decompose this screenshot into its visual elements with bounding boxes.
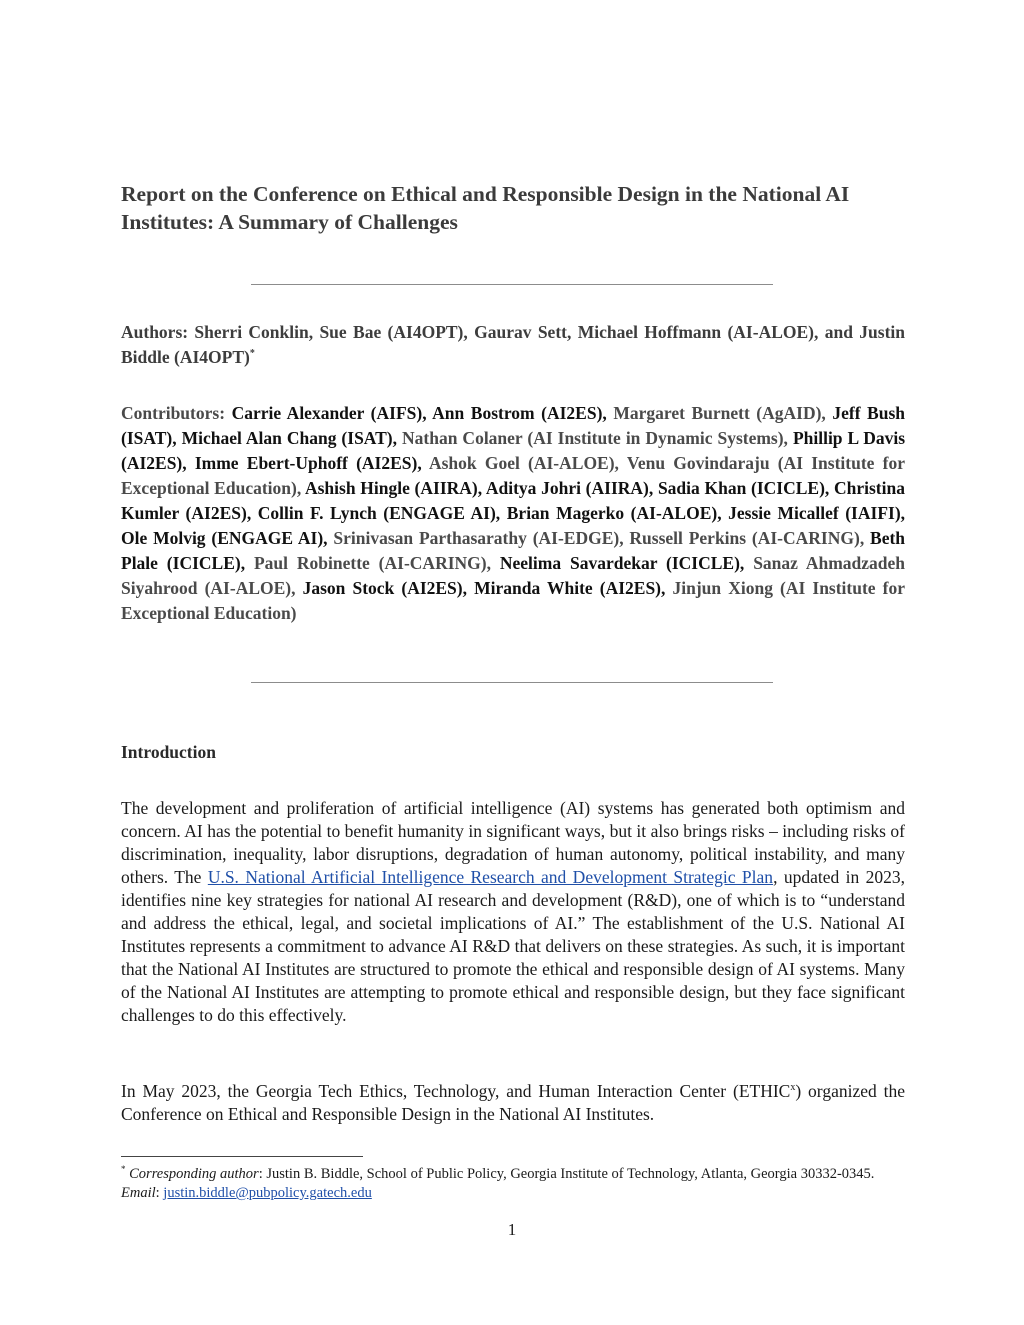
- contributor-entry: Collin F. Lynch (ENGAGE AI),: [257, 503, 501, 523]
- contributor-entry: Sanaz Ahmadzadeh Siyahrood (AI-ALOE),: [121, 553, 906, 598]
- contributor-entry: Jeff Bush (ISAT),: [121, 403, 905, 448]
- strategic-plan-link[interactable]: U.S. National Artificial Intelligence Research and Development Strategic Plan: [207, 867, 774, 887]
- contributor-entry: Michael Alan Chang (ISAT),: [181, 428, 398, 448]
- introduction-paragraph-2: [121, 1080, 905, 1126]
- contributor-entry: Nathan Colaner (AI Institute in Dynamic Systems),: [402, 428, 788, 448]
- footnote-email-label: Email: [121, 1185, 156, 1201]
- contributor-entry: Miranda White (AI2ES),: [474, 578, 666, 598]
- contributors-divider: [251, 682, 773, 683]
- para2-text-end: ) organized the Conference on Ethical and Responsible Design in the National AI Institutes.: [121, 1081, 905, 1124]
- contributor-entry: Ann Bostrom (AI2ES),: [432, 403, 607, 423]
- contributor-entry: Neelima Savardekar (ICICLE),: [499, 553, 745, 573]
- introduction-heading: Introduction: [121, 742, 216, 762]
- contributor-entry: Srinivasan Parthasarathy (AI-EDGE),: [333, 528, 624, 548]
- para1-text-start: The development and proliferation of artificial intelligence (AI) systems has generated both optimism and concern. AI has the potential to benefit humanity in significant ways, but it also brings risks – including risks of discrimination, inequality, labor disruptions, degradation of human autonomy, political instability, and many others. The: [121, 798, 905, 887]
- contributor-entry: Aditya Johri (AIIRA),: [485, 478, 654, 498]
- contributor-entry: Brian Magerko (AI-ALOE),: [506, 503, 722, 523]
- authors-text: Authors: Sherri Conklin, Sue Bae (AI4OPT), Gaurav Sett, Michael Hoffmann (AI-ALOE), and Justin Biddle (AI4OPT): [121, 322, 905, 367]
- email-link[interactable]: justin.biddle@pubpolicy.gatech.edu: [163, 1185, 372, 1201]
- footnote: * Corresponding author: Justin B. Biddle, School of Public Policy, Georgia Institute of Technology, Atlanta, Georgia 30332-0345. Email: justin.biddle@pubpolicy.gatech.edu: [121, 1164, 875, 1201]
- para2-text-start: In May 2023, the Georgia Tech Ethics, Technology, and Human Interaction Center (ETHIC: [121, 1081, 791, 1101]
- contributor-entry: Venu Govindaraju (AI Institute for Exceptional Education),: [121, 453, 905, 498]
- contributor-entry: Russell Perkins (AI-CARING),: [629, 528, 865, 548]
- footnote-marker: *: [121, 1164, 126, 1175]
- contributor-entry: Ole Molvig (ENGAGE AI),: [121, 528, 328, 548]
- report-title: Report on the Conference on Ethical and Responsible Design in the National AI Institutes: A Summary of Challenges: [121, 182, 850, 234]
- contributor-entry: Jinjun Xiong (AI Institute for Exceptional Education): [121, 578, 906, 623]
- authors-footnote-marker: *: [249, 348, 255, 360]
- para1-text-end: , updated in 2023, identifies nine key strategies for national AI research and development (R&D), one of which is to “understand and address the ethical, legal, and societal implications of AI.” The establishment of the U.S. National AI Institutes represents a commitment to advance AI R&D that delivers on these strategies. As such, it is important that the National AI Institutes are structured to promote the ethical and responsible design of AI systems. Many of the National AI Institutes are attempting to promote ethical and responsible design, but they face significant challenges to do this effectively.: [121, 867, 905, 1025]
- contributor-entry: Sadia Khan (ICICLE),: [657, 478, 830, 498]
- contributor-entry: Ashok Goel (AI-ALOE),: [428, 453, 619, 473]
- contributor-entry: Phillip L Davis (AI2ES),: [121, 428, 906, 473]
- contributors-label: Contributors:: [121, 403, 226, 423]
- contributor-entry: Jessie Micallef (IAIFI),: [728, 503, 906, 523]
- page-number: 1: [507, 1220, 517, 1239]
- footnote-divider: [121, 1156, 363, 1157]
- introduction-paragraph-1: [121, 797, 905, 1027]
- contributors-list: [121, 401, 905, 626]
- contributor-entry: Ashish Hingle (AIIRA),: [304, 478, 483, 498]
- contributor-entry: Paul Robinette (AI-CARING),: [253, 553, 491, 573]
- contributor-entry: Margaret Burnett (AgAID),: [613, 403, 826, 423]
- footnote-label: Corresponding author: [129, 1166, 259, 1182]
- contributor-entry: Imme Ebert-Uphoff (AI2ES),: [194, 453, 422, 473]
- title-divider: [251, 284, 773, 285]
- footnote-text: : Justin B. Biddle, School of Public Policy, Georgia Institute of Technology, Atlanta, Georgia 30332-0345.: [258, 1166, 875, 1182]
- ethic-superscript: x: [790, 1082, 796, 1094]
- contributor-entry: Beth Plale (ICICLE),: [121, 528, 906, 573]
- contributor-entry: Jason Stock (AI2ES),: [302, 578, 467, 598]
- authors-line: [121, 320, 905, 370]
- contributor-entry: Christina Kumler (AI2ES),: [121, 478, 905, 523]
- contributor-entry: Carrie Alexander (AIFS),: [231, 403, 427, 423]
